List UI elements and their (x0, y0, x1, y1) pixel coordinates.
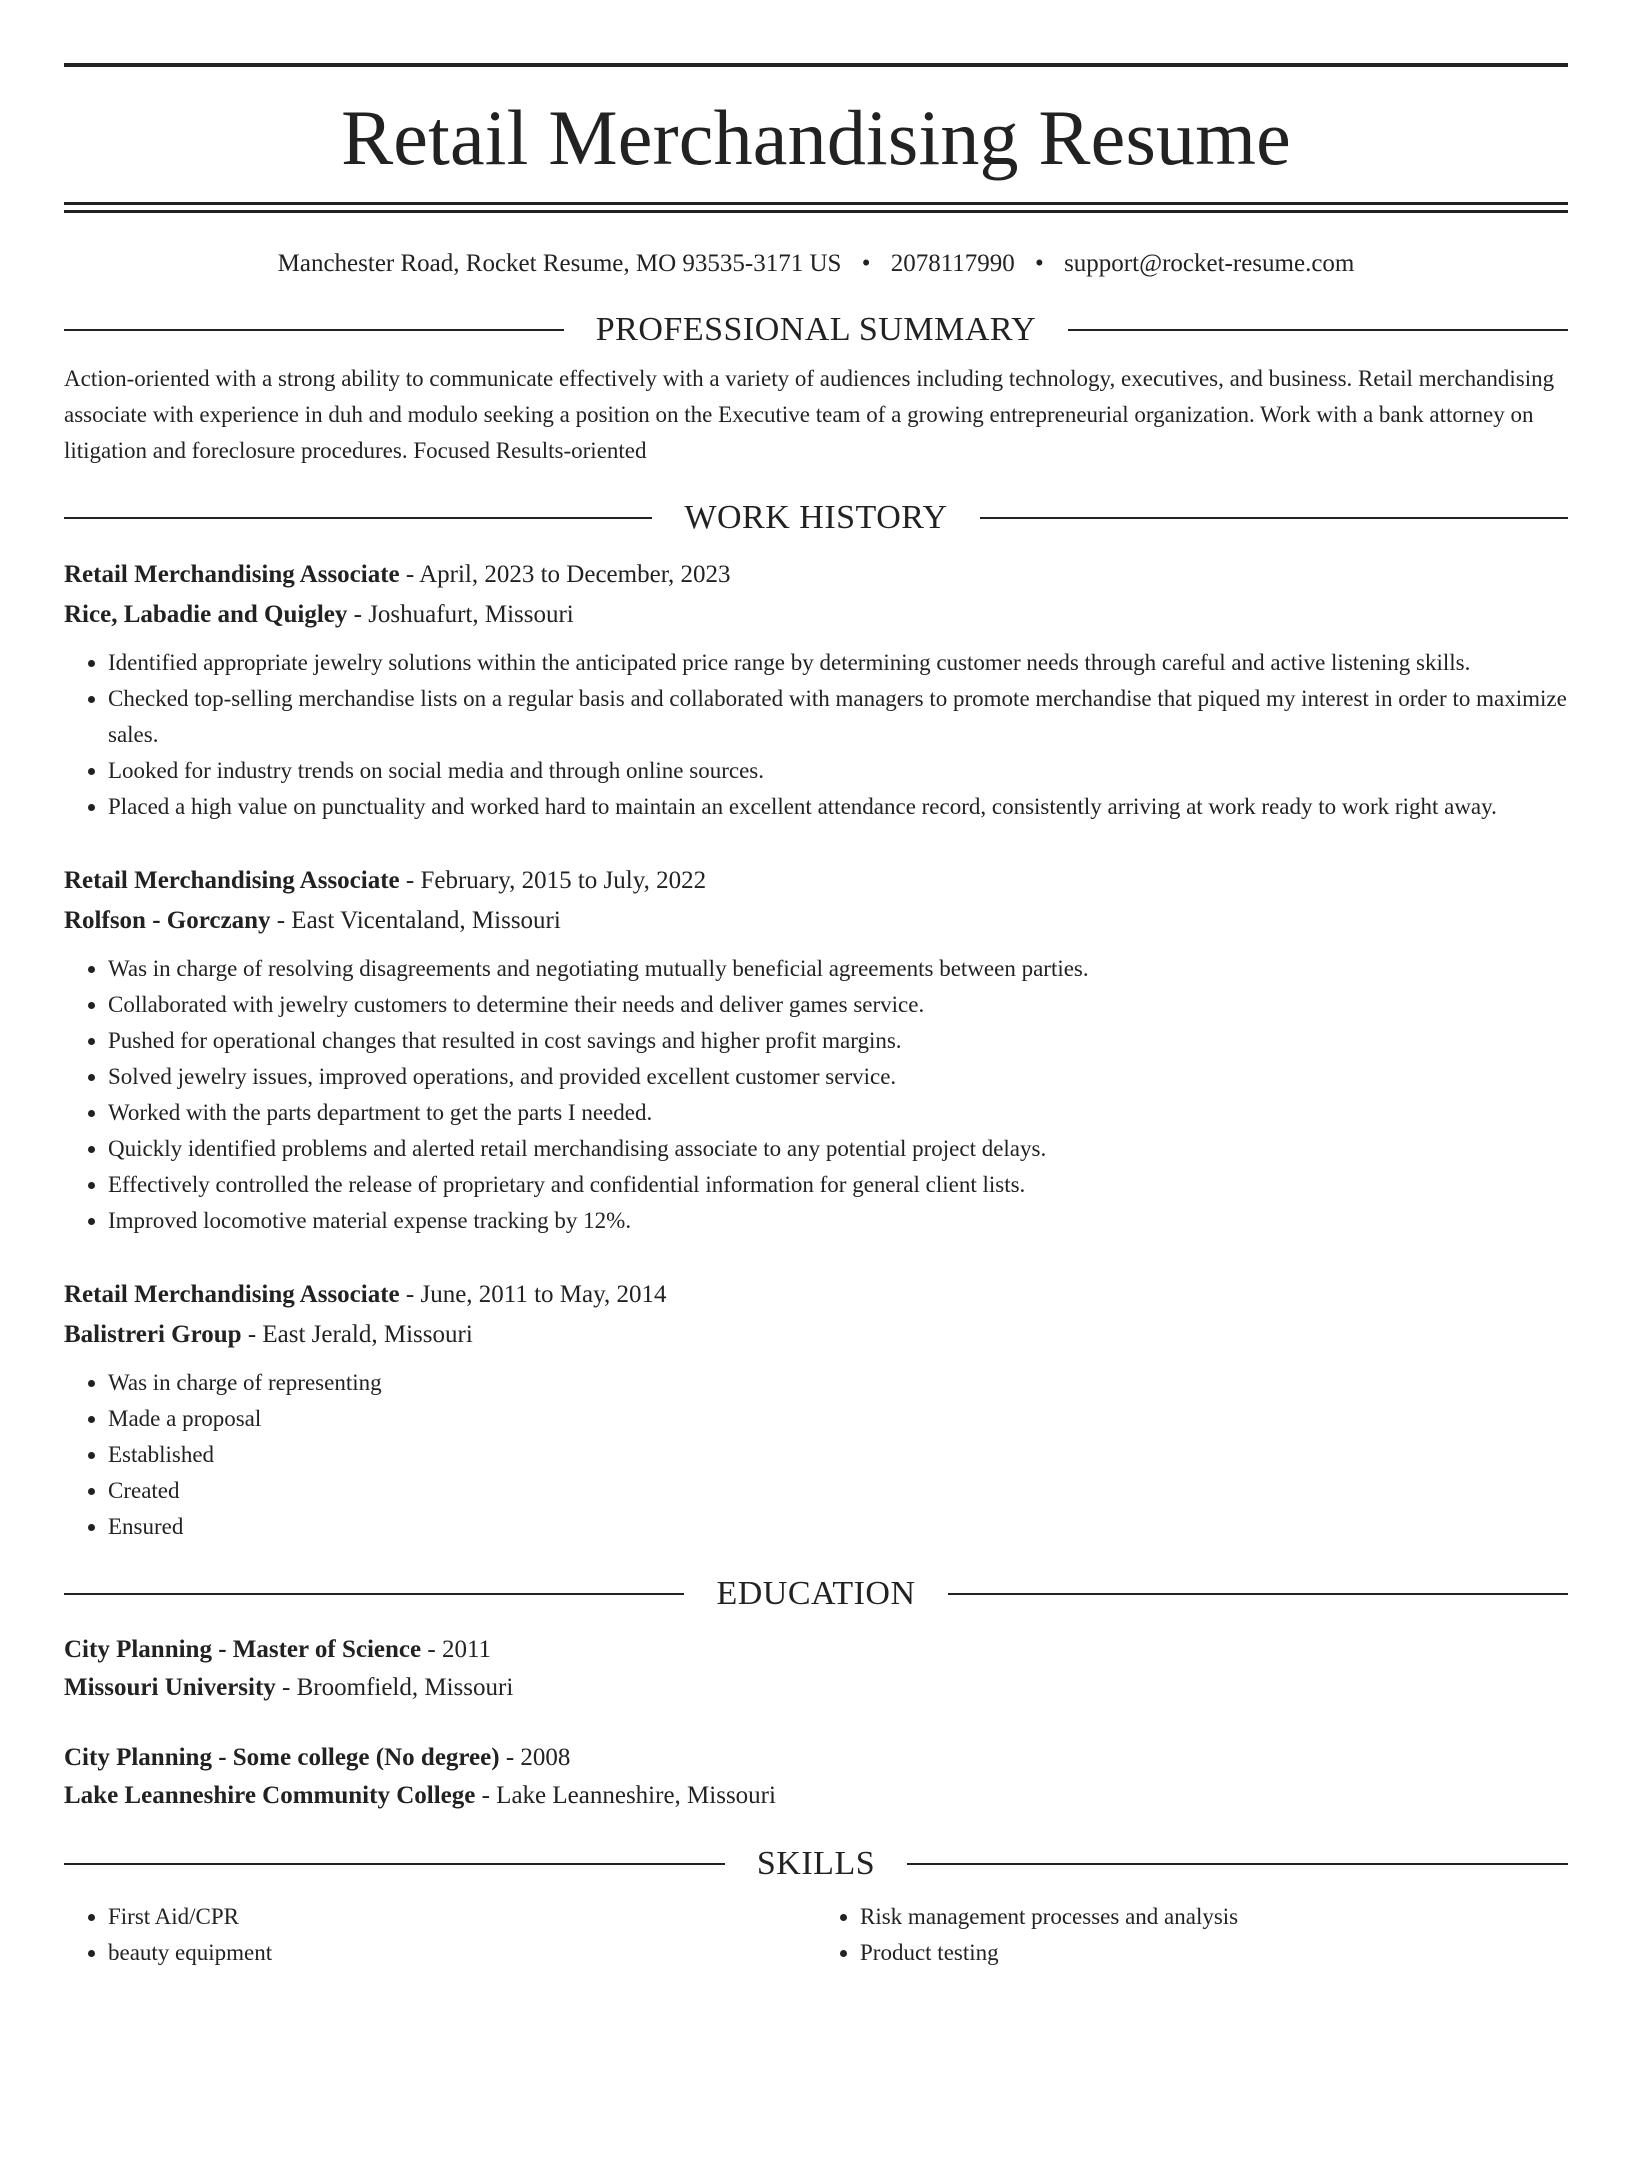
list-item: • Effectively controlled the release of proprietary and confidential information for general client lists. (108, 1167, 1568, 1203)
work-heading (64, 497, 1568, 539)
job-dates: - February, 2015 to July, 2022 (399, 867, 707, 894)
contact-phone: 2078117990 (890, 250, 1015, 277)
school-line (64, 1777, 1568, 1815)
school-location: - Broomfield, Missouri (275, 1674, 514, 1701)
list-item: • Established (108, 1437, 1568, 1473)
list-item: • Checked top-selling merchandise lists on a regular basis and collaborated with managers to promote merchandise that piqued my interest in order to maximize sales. (108, 681, 1568, 753)
job-company-line (64, 595, 1568, 635)
contact-line (64, 247, 1568, 281)
job-title: Retail Merchandising Associate (64, 867, 400, 894)
summary-text: Action-oriented with a strong ability to communicate effectively with a variety of audiences including technology, executives, and business. Retail merchandising associate with experience in duh and modulo seeking a position on the Executive team of a growing entrepreneurial organization. Work with a bank attorney on litigation and foreclosure procedures. Focused Results-oriented (64, 366, 1555, 463)
degree-line (64, 1631, 1568, 1669)
skills-heading (64, 1843, 1568, 1885)
skills-heading-text: SKILLS (756, 1845, 876, 1882)
job-title-line (64, 555, 1568, 595)
degree-year: - 2011 (421, 1636, 492, 1663)
skills-columns (64, 1899, 1568, 1971)
list-item: • Was in charge of resolving disagreements and negotiating mutually beneficial agreements between parties. (108, 951, 1568, 987)
list-item: • Pushed for operational changes that resulted in cost savings and higher profit margins. (108, 1023, 1568, 1059)
job-bullets (64, 645, 1568, 825)
summary-heading-text: PROFESSIONAL SUMMARY (595, 311, 1037, 348)
list-item: • Looked for industry trends on social media and through online sources. (108, 753, 1568, 789)
skills-right-list (816, 1899, 1568, 1971)
list-item: • Ensured (108, 1509, 1568, 1545)
job-company: Rice, Labadie and Quigley (64, 601, 348, 628)
contact-email: support@rocket-resume.com (1064, 250, 1355, 277)
job-entry (64, 861, 1568, 1239)
job-location: - East Vicentaland, Missouri (270, 907, 561, 934)
job-company: Rolfson - Gorczany (64, 907, 271, 934)
job-location: - Joshuafurt, Missouri (347, 601, 574, 628)
list-item: • Risk management processes and analysis (860, 1899, 1568, 1935)
job-entry (64, 1275, 1568, 1545)
school: Missouri University (64, 1674, 276, 1701)
job-bullets (64, 951, 1568, 1239)
list-item: • Made a proposal (108, 1401, 1568, 1437)
summary-heading (64, 309, 1568, 351)
list-item: • Collaborated with jewelry customers to determine their needs and deliver games service. (108, 987, 1568, 1023)
job-bullets (64, 1365, 1568, 1545)
education-entry (64, 1739, 1568, 1815)
list-item: • Was in charge of representing (108, 1365, 1568, 1401)
heading-rule (980, 517, 1568, 519)
list-item: • Product testing (860, 1935, 1568, 1971)
job-dates: - June, 2011 to May, 2014 (399, 1281, 667, 1308)
resume-page (0, 63, 1632, 2175)
job-title-line (64, 861, 1568, 901)
job-company-line (64, 1315, 1568, 1355)
resume-title: Retail Merchandising Resume (341, 94, 1291, 181)
skills-left-list (64, 1899, 816, 1971)
list-item: • beauty equipment (108, 1935, 816, 1971)
list-item: • Created (108, 1473, 1568, 1509)
heading-rule (1068, 329, 1568, 331)
contact-separator: • (1035, 250, 1044, 277)
school: Lake Leanneshire Community College (64, 1782, 476, 1809)
title-double-rule (64, 202, 1568, 213)
contact-address: Manchester Road, Rocket Resume, MO 93535-3171 US (277, 250, 842, 277)
school-line (64, 1669, 1568, 1707)
degree: City Planning - Some college (No degree) (64, 1744, 500, 1771)
job-title: Retail Merchandising Associate (64, 561, 400, 588)
job-entry (64, 555, 1568, 825)
contact-separator: • (861, 250, 871, 277)
education-heading (64, 1573, 1568, 1615)
list-item: • First Aid/CPR (108, 1899, 816, 1935)
education-entry (64, 1631, 1568, 1707)
heading-rule (64, 1593, 684, 1595)
list-item: • Identified appropriate jewelry solutions within the anticipated price range by determining customer needs through careful and active listening skills. (108, 645, 1568, 681)
work-heading-text: WORK HISTORY (684, 499, 948, 536)
school-location: - Lake Leanneshire, Missouri (475, 1782, 776, 1809)
heading-rule (948, 1593, 1568, 1595)
heading-rule (907, 1863, 1568, 1865)
job-title: Retail Merchandising Associate (64, 1281, 400, 1308)
job-dates: - April, 2023 to December, 2023 (399, 561, 731, 588)
list-item: • Quickly identified problems and alerted retail merchandising associate to any potential project delays. (108, 1131, 1568, 1167)
list-item: • Placed a high value on punctuality and worked hard to maintain an excellent attendance record, consistently arriving at work ready to work right away. (108, 789, 1568, 825)
job-title-line (64, 1275, 1568, 1315)
list-item: • Worked with the parts department to get the parts I needed. (108, 1095, 1568, 1131)
job-location: - East Jerald, Missouri (241, 1321, 473, 1348)
heading-rule (64, 1863, 725, 1865)
list-item: • Improved locomotive material expense tracking by 12%. (108, 1203, 1568, 1239)
degree-line (64, 1739, 1568, 1777)
heading-rule (64, 517, 652, 519)
job-company-line (64, 901, 1568, 941)
degree: City Planning - Master of Science (64, 1636, 422, 1663)
degree-year: - 2008 (499, 1744, 571, 1771)
list-item: • Solved jewelry issues, improved operations, and provided excellent customer service. (108, 1059, 1568, 1095)
education-heading-text: EDUCATION (716, 1575, 916, 1612)
heading-rule (64, 329, 564, 331)
job-company: Balistreri Group (64, 1321, 242, 1348)
